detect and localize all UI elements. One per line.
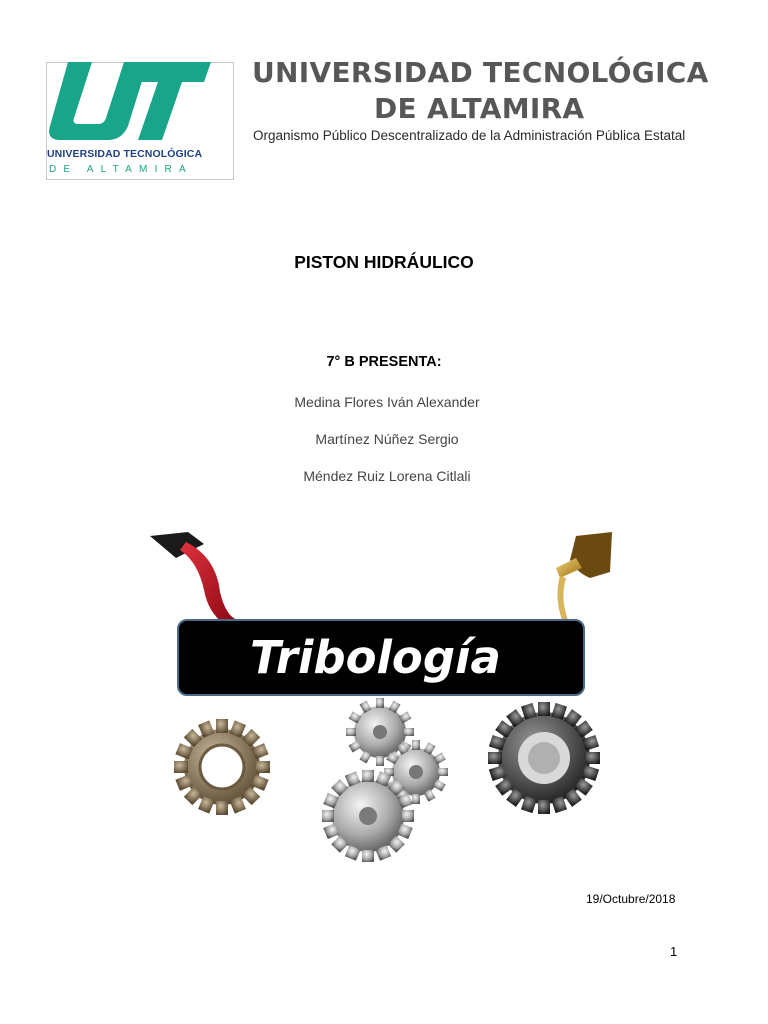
page-number: 1 [670, 944, 678, 959]
document-date: 19/Octubre/2018 [586, 892, 676, 906]
member-name: Méndez Ruiz Lorena Citlali [303, 468, 471, 484]
document-title: PISTON HIDRÁULICO [294, 252, 474, 272]
tribologia-cover-image [146, 532, 616, 887]
tribologia-banner-text: Tribología [250, 631, 501, 684]
member-name: Medina Flores Iván Alexander [294, 394, 480, 410]
oil-pour-icon [150, 532, 238, 624]
gear-icon [466, 680, 616, 836]
oil-can-icon [556, 532, 612, 620]
organism-subtitle: Organismo Público Descentralizado de la Administración Pública Estatal [253, 128, 686, 143]
ut-logo-mark [46, 62, 234, 148]
logo-text-line1: UNIVERSIDAD TECNOLÓGICA [47, 148, 203, 160]
university-name-line2: DE ALTAMIRA [374, 92, 585, 125]
presenta-heading: 7° B PRESENTA: [326, 354, 442, 370]
gear-icon [154, 699, 290, 835]
member-name: Martínez Núñez Sergio [315, 431, 459, 447]
university-name-line1: UNIVERSIDAD TECNOLÓGICA [252, 56, 709, 89]
logo-text-line2: DE ALTAMIRA [49, 164, 193, 175]
